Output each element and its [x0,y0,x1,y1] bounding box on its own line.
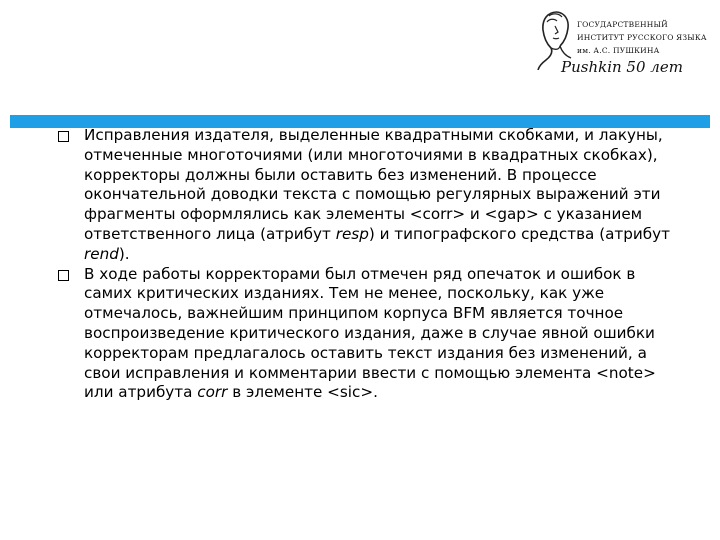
logo-line-2: ИНСТИТУТ РУССКОГО ЯЗЫКА [577,33,707,42]
bullet-item [58,265,670,404]
bullet-text: в элементе <sic>. [227,383,378,402]
institute-logo [535,8,710,83]
attribute-rend: rend [84,244,119,263]
bullet-text: Исправления издателя, выделенные квадратными скобками, и лакуны, отмеченные многоточиями (или многоточиями в квадратных скобках), корректоры должны были оставить без изменений. В процессе окончательной доводки текста с помощью регулярных выражений эти фрагменты оформлялись как элементы <corr> и <gap> с указанием ответственного лица (атрибут [84,126,663,243]
attribute-corr: corr [197,383,228,402]
logo-line-3: им. А.С. ПУШКИНА [577,46,660,55]
bullet-text: ). [118,244,130,263]
checkbox-icon [58,270,69,281]
logo-signature: Pushkin 50 лет [561,58,683,76]
bullet-text: В ходе работы корректорами был отмечен ряд опечаток и ошибок в самих критических изданиях. Тем не менее, поскольку, как уже отмечалось, важнейшим принципом корпуса BFM является точное воспроизведение критического издания, даже в случае явной ошибки корректорам предлагалось оставить текст издания без изменений, а свои исправления и комментарии ввести с помощью элемента <note> или атрибута [84,264,656,402]
checkbox-icon [58,131,69,142]
attribute-resp: resp [335,224,369,243]
bullet-text: ) и типографского средства (атрибут [368,224,670,243]
logo-line-1: ГОСУДАРСТВЕННЫЙ [577,20,668,29]
slide-body [58,126,670,403]
bullet-item [58,126,670,265]
